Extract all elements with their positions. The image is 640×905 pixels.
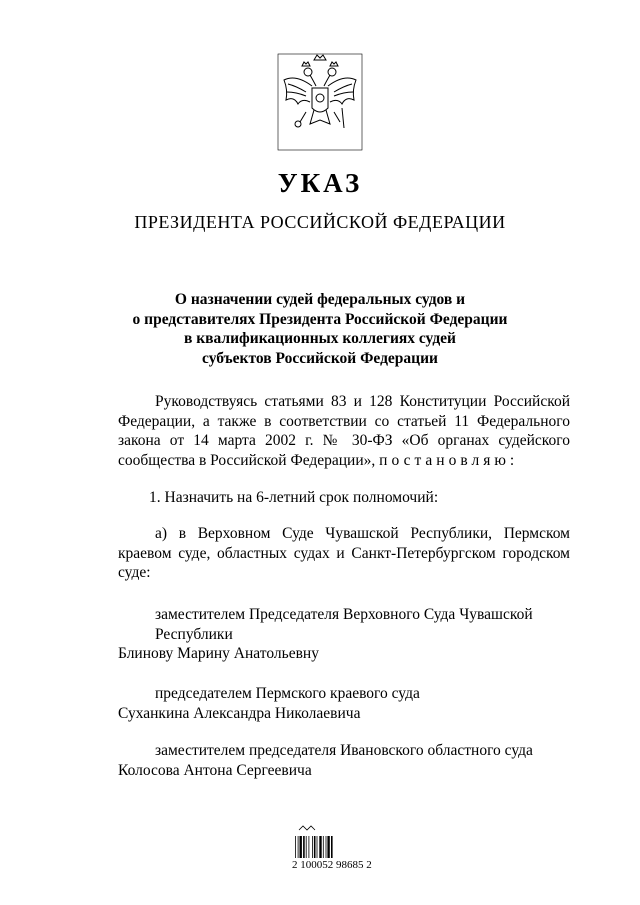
preamble-line: закона от 14 марта 2002 г. № 30-ФЗ «Об органах судейского — [118, 432, 570, 449]
barcode-bar — [300, 836, 302, 858]
barcode-bar — [295, 836, 296, 858]
appointment-position: председателем Пермского краевого суда — [155, 685, 420, 702]
preamble-line: Федерации, а также в соответствии со статьей 11 Федерального — [118, 412, 570, 430]
barcode-bar — [331, 836, 333, 858]
point-a-line: суде: — [118, 564, 151, 581]
preamble-paragraph — [118, 392, 570, 470]
barcode-bar — [317, 836, 318, 858]
appointment-position: заместителем Председателя Верховного Суда Чувашской — [155, 606, 533, 623]
preamble-line-start: сообщества в Российской Федерации», — [118, 451, 376, 469]
stamp-mark-icon — [298, 824, 318, 832]
appointment-position: заместителем председателя Ивановского областного суда — [155, 742, 533, 759]
appointee-name: Колосова Антона Сергеевича — [118, 761, 312, 779]
barcode-icon — [295, 836, 347, 858]
barcode-bar — [327, 836, 329, 858]
decree-title: УКАЗ — [277, 168, 363, 198]
appointment-item — [118, 741, 570, 780]
heading-line: О назначении судей федеральных судов и — [174, 291, 466, 308]
barcode-bar — [306, 836, 307, 858]
barcode-bar — [303, 836, 305, 858]
decree-verb: постановляю: — [379, 451, 519, 469]
appointee-name: Суханкина Александра Николаевича — [118, 704, 361, 722]
preamble-line — [118, 451, 570, 471]
point-1: 1. Назначить на 6-летний срок полномочий: — [149, 489, 439, 506]
barcode-bar — [312, 836, 313, 858]
point-a-paragraph — [118, 524, 570, 583]
appointment-item — [118, 684, 570, 723]
barcode-bar — [298, 836, 299, 858]
point-a-line: краевом суде, областных судах и Санкт-Петербургском городском — [118, 544, 570, 562]
heading-line: о представителях Президента Российской Федерации — [132, 310, 508, 328]
appointment-position: Республики — [155, 625, 233, 643]
barcode-number: 2 100052 98685 2 — [292, 859, 372, 871]
point-a-line: а) в Верховном Суде Чувашской Республики, Пермском — [155, 525, 570, 542]
preamble-line: Руководствуясь статьями 83 и 128 Конституции Российской — [155, 393, 570, 410]
barcode-bar — [314, 836, 316, 858]
barcode-bar — [323, 836, 324, 858]
heading-line: субъектов Российской Федерации — [202, 349, 438, 367]
barcode-bar — [319, 836, 321, 858]
appointment-item — [118, 605, 570, 664]
coat-of-arms-emblem — [276, 52, 364, 152]
appointee-name: Блинову Марину Анатольевну — [118, 645, 319, 662]
barcode-bar — [326, 836, 327, 858]
barcode-bar — [309, 836, 310, 858]
heading-line: в квалификационных коллегиях судей — [184, 330, 456, 347]
decree-heading — [120, 290, 520, 368]
decree-issuer: ПРЕЗИДЕНТА РОССИЙСКОЙ ФЕДЕРАЦИИ — [134, 212, 506, 232]
